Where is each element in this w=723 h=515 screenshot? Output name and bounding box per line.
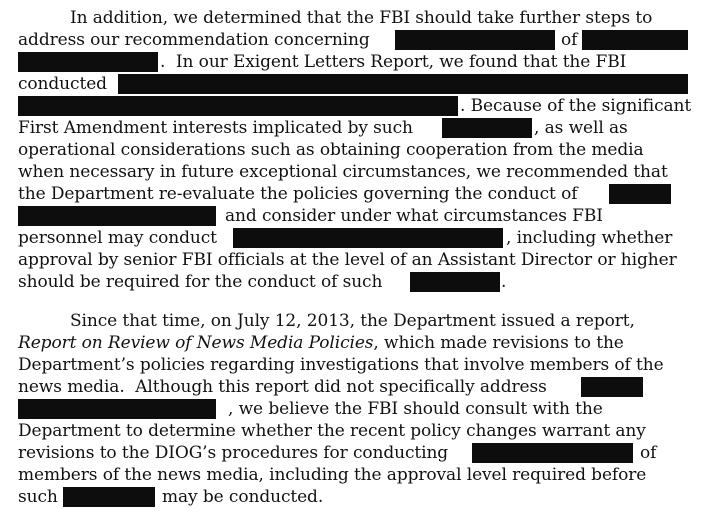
p1-line-11a: personnel may conduct (18, 228, 217, 248)
redaction-block (18, 96, 458, 116)
p1-line-7: operational considerations such as obtaining cooperation from the media (18, 140, 644, 160)
p1-line-6a: First Amendment interests implicated by such (18, 118, 413, 138)
redaction-block (472, 443, 633, 463)
p1-line-13a: should be required for the conduct of such (18, 272, 383, 292)
redaction-block (18, 399, 216, 419)
p2-line-9b: may be conducted. (162, 487, 324, 507)
p2-line-6: Department to determine whether the recent policy changes warrant any (18, 421, 646, 441)
redaction-block (442, 118, 532, 138)
p1-line-11b: , including whether (506, 228, 673, 248)
p1-line-1: In addition, we determined that the FBI should take further steps to (70, 8, 653, 28)
report-title: Report on Review of News Media Policies (18, 333, 374, 353)
p1-line-13b: . (501, 272, 507, 292)
p2-line-2-rest: , which made revisions to the (373, 333, 624, 353)
p2-line-3: Department’s policies regarding investigations that involve members of the (18, 355, 664, 375)
p2-line-2 (18, 332, 624, 354)
p2-line-8: members of the news media, including the approval level required before (18, 465, 647, 485)
redaction-block (410, 272, 500, 292)
p1-line-4: conducted (18, 74, 107, 94)
redaction-block (63, 487, 155, 507)
redaction-block (118, 74, 688, 94)
redaction-block (18, 52, 158, 72)
redaction-block (609, 184, 671, 204)
redaction-block (581, 377, 643, 397)
p2-line-7a: revisions to the DIOG’s procedures for conducting (18, 443, 449, 463)
p1-line-12: approval by senior FBI officials at the level of an Assistant Director or higher (18, 250, 677, 270)
p2-line-5: , we believe the FBI should consult with the (228, 399, 603, 419)
p1-line-6b: , as well as (534, 118, 628, 138)
p2-line-1: Since that time, on July 12, 2013, the Department issued a report, (70, 311, 635, 331)
redaction-block (233, 228, 503, 248)
p1-line-2a: address our recommendation concerning (18, 30, 370, 50)
p1-line-9: the Department re-evaluate the policies governing the conduct of (18, 184, 578, 204)
redaction-block (395, 30, 555, 50)
p2-line-9a: such (18, 487, 58, 507)
p2-line-4: news media. Although this report did not specifically address (18, 377, 547, 397)
p1-line-5: . Because of the significant (460, 96, 692, 116)
p2-line-7b: of (640, 443, 657, 463)
redaction-block (582, 30, 688, 50)
p1-line-8: when necessary in future exceptional circumstances, we recommended that (18, 162, 668, 182)
p1-line-3: . In our Exigent Letters Report, we found that the FBI (160, 52, 627, 72)
p1-line-10: and consider under what circumstances FBI (225, 206, 603, 226)
redaction-block (18, 206, 216, 226)
p1-line-2b: of (561, 30, 578, 50)
